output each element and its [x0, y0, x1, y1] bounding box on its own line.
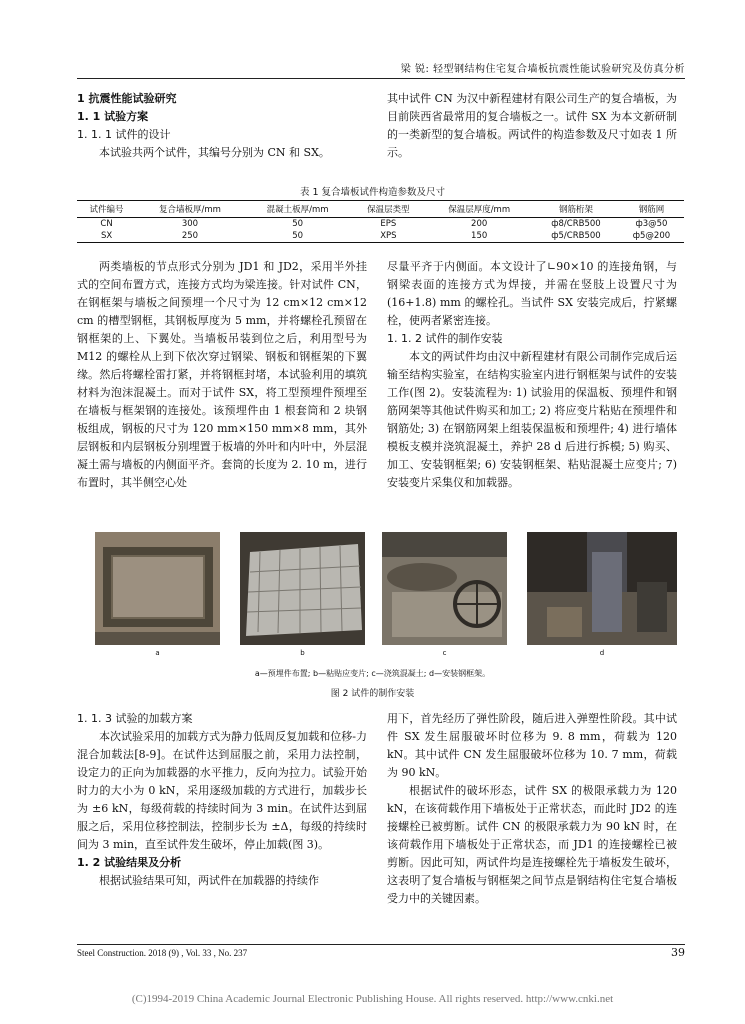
- section-heading-1-1: 1. 1 试验方案: [77, 110, 149, 123]
- right-column-top: [387, 90, 677, 162]
- paragraph: 尽量平齐于内侧面。本文设计了∟90×10 的连接角钢，与钢梁表面的连接方式为焊接，并需在竖肢上设置尺寸为(16+1.8) mm 的螺栓孔。当试件 SX 安装完成后，拧紧螺栓，使两者紧密连接。: [387, 260, 677, 327]
- paragraph: 两类墙板的节点形式分别为 JD1 和 JD2，采用半外挂式的空间布置方式，连接方式均为梁连接。针对试件 CN，在钢框架与墙板之间预埋一个尺寸为 12 cm×12 cm×12 cm 的槽型钢框，其钢板厚度为 5 mm，并将螺栓孔预留在钢框架的上、下翼处。当墙板吊装到位之后，利用型号为 M12 的螺栓从上到下依次穿过钢梁、钢板和钢框架的下翼缘。然后将螺栓雷打紧，并将钢框封堵，本试验利用的填筑材料为泡沫混凝土。而对于试件 SX，将工型预埋件预埋至在墙板与框架钢的连接处。该预埋件由 1 根套筒和 2 块钢板组成，钢板的尺寸为 120 mm×150 mm×8 mm，其外层钢板和内层钢板分别埋置于板墙的外叶和内叶中，外层混凝土需与墙板的内侧面平齐。套筒的长度为 2. 10 m，进行布置时，其半侧空心处: [77, 260, 367, 489]
- section-heading-1-2: 1. 2 试验结果及分析: [77, 856, 182, 869]
- table-header-cell: 保温层厚度/mm: [425, 201, 533, 218]
- table-cell: ф5@200: [619, 230, 684, 243]
- right-column-bottom: [387, 710, 677, 908]
- photo-label-d: d: [599, 649, 605, 657]
- table-header-cell: 试件编号: [77, 201, 136, 218]
- table-cell: ф8/CRB500: [551, 219, 601, 229]
- paragraph: 其中试件 CN 为汉中新程建材有限公司生产的复合墙板，为目前陕西省最常用的复合墙板之一。试件 SX 为本文新研制的一类新型的复合墙板。两试件的构造参数及尺寸如表 1 所示。: [387, 92, 677, 159]
- figure-subcaption: a—预埋件布置; b—粘贴应变片; c—浇筑混凝土; d—安装钢框架。: [254, 669, 491, 678]
- header-rule: [77, 78, 685, 79]
- photo-label-c: c: [442, 649, 447, 657]
- figure-caption: 图 2 试件的制作安装: [330, 689, 415, 699]
- left-column-bottom: [77, 710, 367, 890]
- section-heading-1: 1 抗震性能试验研究: [77, 92, 177, 105]
- page-number: 39: [671, 946, 685, 959]
- paragraph: 根据试件的破坏形态，试件 SX 的极限承载力为 120 kN，在该荷载作用下墙板处于正常状态，而此时 JD2 的连接螺栓已被剪断。试件 CN 的极限承载力为 90 kN 时，在该荷载作用下墙板处于正常状态，而 JD1 的连接螺栓已被剪断。因此可知，两试件均是连接螺栓先于墙板发生破坏，这表明了复合墙板与钢框架之间节点是钢结构住宅复合墙板受力中的关键因素。: [387, 784, 677, 905]
- running-header: 梁 锐: 轻型钢结构住宅复合墙板抗震性能试验研究及仿真分析: [400, 64, 685, 75]
- table-cell: ф5/CRB500: [533, 230, 619, 243]
- table-header-cell: 复合墙板厚/mm: [136, 201, 244, 218]
- paragraph: 根据试验结果可知，两试件在加载器的持续作: [99, 874, 319, 887]
- paragraph: 本次试验采用的加载方式为静力低周反复加载和位移-力混合加载法[8-9]。在试件达到屈服之前，采用力法控制，设定力的正向为加载器的水平推力，反向为拉力。试验开始时力的大小为 0 kN，采用逐级加载的方式进行，加载步长为 ±6 kN，每级荷载的持续时间为 3 min。在试件达到屈服之后，采用位移控制法，控制步长为 ±Δ，每级的持续时间为 3 min，直至试件发生破坏，停止加载(图 3)。: [77, 730, 367, 851]
- table-header-cell: 保温层类型: [351, 201, 425, 218]
- table-cell: SX: [77, 230, 136, 243]
- photo-label-a: a: [155, 649, 160, 657]
- table-row: [77, 230, 684, 243]
- photo-installing-steel-frame: [527, 532, 677, 645]
- table-header-cell: 钢筋桁架: [533, 201, 619, 218]
- section-heading-1-1-3: 1. 1. 3 试验的加载方案: [77, 712, 193, 725]
- photo-pouring-concrete: [382, 532, 507, 645]
- table-1: [77, 200, 684, 243]
- photo-strain-gauges: [240, 532, 365, 645]
- table-cell: EPS: [380, 219, 397, 229]
- left-column-top: [77, 90, 367, 162]
- table-cell: 150: [425, 230, 533, 243]
- table-cell: XPS: [351, 230, 425, 243]
- copyright-notice: (C)1994-2019 China Academic Journal Electronic Publishing House. All rights reserved. http://www.cnki.net: [131, 993, 614, 1005]
- table-cell: 250: [136, 230, 244, 243]
- paragraph: 本试验共两个试件，其编号分别为 CN 和 SX。: [99, 146, 330, 159]
- table-header-row: [77, 201, 684, 218]
- section-heading-1-1-2: 1. 1. 2 试件的制作安装: [387, 332, 503, 345]
- table-cell: 200: [471, 219, 488, 229]
- table-cell: 50: [292, 219, 304, 229]
- table-header-cell: 钢筋网: [619, 201, 684, 218]
- table-cell: CN: [100, 219, 113, 229]
- table-cell: 300: [181, 219, 199, 229]
- table-cell: ф3@50: [635, 219, 668, 229]
- right-column-middle: [387, 258, 677, 492]
- journal-citation: Steel Construction. 2018 (9) , Vol. 33 , No. 237: [77, 948, 248, 958]
- figure-2-photos: [77, 532, 684, 662]
- table-header-cell: 混凝土板厚/mm: [244, 201, 352, 218]
- left-column-middle: [77, 258, 367, 492]
- footer-rule: [77, 944, 685, 945]
- section-heading-1-1-1: 1. 1. 1 试件的设计: [77, 128, 171, 141]
- photo-label-b: b: [300, 649, 305, 657]
- table-row: [77, 218, 684, 231]
- paragraph: 本文的两试件均由汉中新程建材有限公司制作完成后运输至结构实验室，在结构实验室内进行钢框架与试件的安装工作(图 2)。安装流程为: 1) 试验用的保温板、预埋件和钢筋网架等其他试件购买和加工; 2) 将应变片粘贴在预埋件和钢筋处; 3) 在钢筋网架上组装保温板和预埋件; 4) 进行墙体模板支模并浇筑混凝土，养护 28 d 后进行拆模; 5) 购买、加工、安装钢框架; 6) 安装钢框架、粘贴混凝土应变片; 7) 安装变片采集仪和加载器。: [387, 350, 677, 489]
- photo-embedded-parts: [95, 532, 220, 645]
- table-cell: 50: [244, 230, 352, 243]
- paragraph: 用下，首先经历了弹性阶段，随后进入弹塑性阶段。其中试件 SX 发生屈服破坏时位移为 9. 8 mm，荷载为 120 kN。其中试件 CN 发生屈服破坏位移为 10. 7 mm，荷载为 90 kN。: [387, 712, 677, 779]
- table-title: 表 1 复合墙板试件构造参数及尺寸: [299, 187, 446, 198]
